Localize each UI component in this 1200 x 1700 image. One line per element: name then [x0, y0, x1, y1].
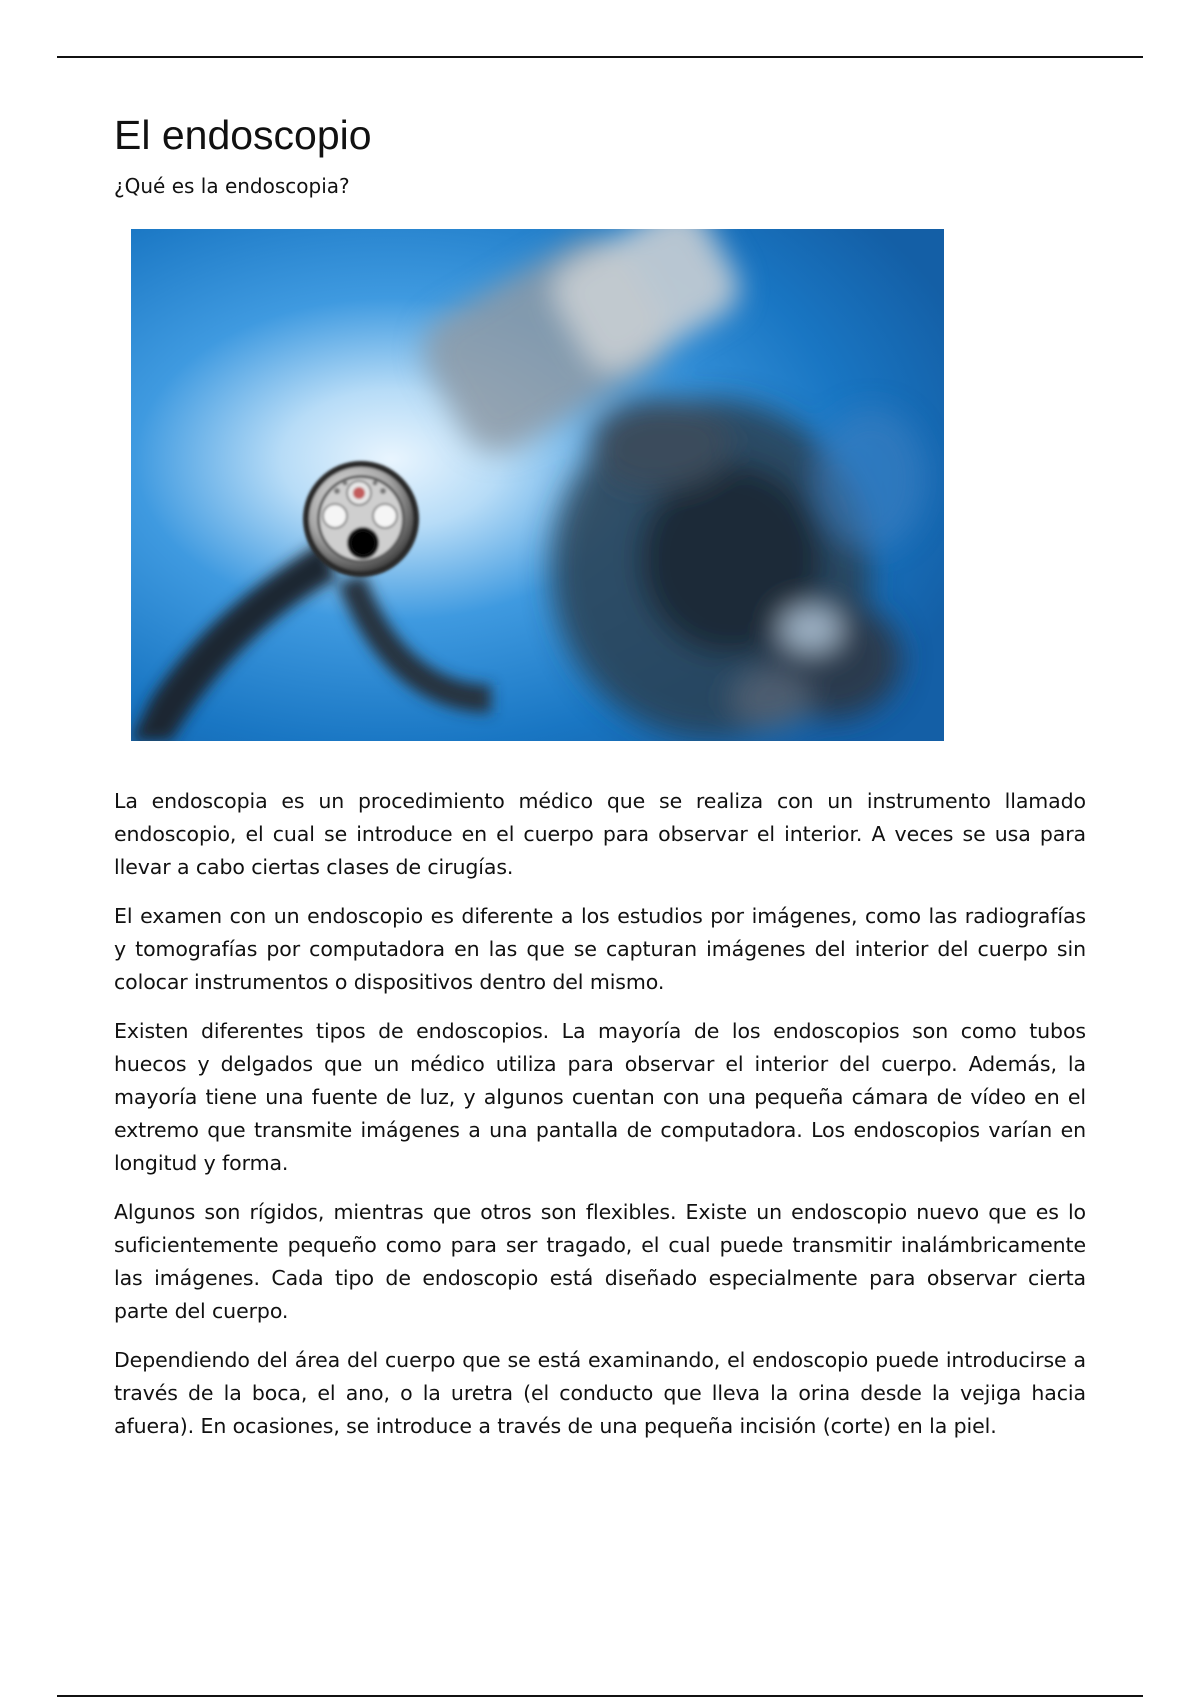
- endoscope-photo-icon: [131, 229, 944, 741]
- body-text: [114, 785, 1086, 1443]
- paragraph-5: Dependiendo del área del cuerpo que se está examinando, el endoscopio puede introducirse a través de la boca, el ano, o la uretra (el conducto que lleva la orina desde la vejiga hacia afuera). En ocasiones, se introduce a través de una pequeña incisión (corte) en la piel.: [114, 1348, 1086, 1438]
- endoscope-photo: [131, 229, 944, 741]
- page-content: [114, 110, 1086, 1459]
- paragraph-1: La endoscopia es un procedimiento médico que se realiza con un instrumento llamado endoscopio, el cual se introduce en el cuerpo para observar el interior. A veces se usa para llevar a cabo ciertas clases de cirugías.: [114, 789, 1086, 879]
- page-title: El endoscopio: [114, 112, 372, 158]
- paragraph-4: Algunos son rígidos, mientras que otros son flexibles. Existe un endoscopio nuevo que es lo suficientemente pequeño como para ser tragado, el cual puede transmitir inalámbricamente las imágenes. Cada tipo de endoscopio está diseñado especialmente para observar cierta parte del cuerpo.: [114, 1200, 1086, 1323]
- bottom-rule: [57, 1695, 1143, 1697]
- paragraph-2: El examen con un endoscopio es diferente a los estudios por imágenes, como las radiografías y tomografías por computadora en las que se capturan imágenes del interior del cuerpo sin colocar instrumentos o dispositivos dentro del mismo.: [114, 904, 1086, 994]
- page-subtitle: ¿Qué es la endoscopia?: [114, 174, 350, 198]
- top-rule: [57, 56, 1143, 58]
- paragraph-3: Existen diferentes tipos de endoscopios. La mayoría de los endoscopios son como tubos huecos y delgados que un médico utiliza para observar el interior del cuerpo. Además, la mayoría tiene una fuente de luz, y algunos cuentan con una pequeña cámara de vídeo en el extremo que transmite imágenes a una pantalla de computadora. Los endoscopios varían en longitud y forma.: [114, 1019, 1086, 1175]
